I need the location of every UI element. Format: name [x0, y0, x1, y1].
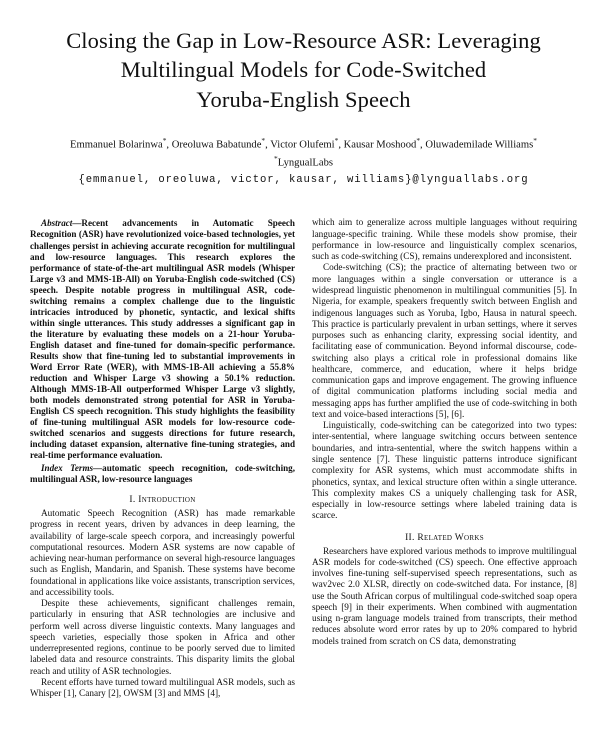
section-heading-introduction [30, 495, 295, 505]
author-marker-3: * [334, 135, 339, 145]
author-name-1: Emmanuel Bolarinwa [70, 139, 163, 151]
intro-paragraph-4: Code-switching (CS); the practice of alternating between two or more languages within a single conversation or utterance is a widespread linguistic phenomenon in multilingual communities [5]. In Nigeria, for example, speakers frequently switch between English and indigenous languages such as Yoruba, Igbo, Hausa in natural speech. This practice is particularly prevalent in urban settings, where it serves purposes such as enhancing clarity, expressing social identity, and facilitating ease of communication. Beyond informal discourse, code-switching also plays a critical role in professional domains like healthcare, commerce, and education, where it helps bridge communication gaps and improve engagement. The growing influence of digital communication platforms including social media and messaging apps has further amplified the use of code-switching in both text and voice-based interactions [5], [6]. [312, 263, 577, 420]
index-terms-body: automatic speech recognition, code-switching, multilingual ASR, low-resource languages [30, 462, 295, 484]
author-marker-1: * [162, 135, 167, 145]
intro-paragraph-3-part: Recent efforts have turned toward multilingual ASR models, such as Whisper [1], Canary [2], OWSM [3] and MMS [4], [30, 678, 295, 700]
abstract-body: Recent advancements in Automatic Speech Recognition (ASR) have revolutionized voice-based technologies, yet challenges persist in achieving accurate recognition for multilingual and low-resource languages. This research explores the performance of state-of-the-art multilingual ASR models (Whisper Large v3 and MMS-1B-All) on Yoruba-English code-switched (CS) speech. Despite notable progress in multilingual ASR, code-switching remains a complex challenge due to the linguistic intricacies introduced by phonetic, syntactic, and lexical shifts within single utterances. This study addresses a significant gap in the literature by evaluating these models on a 21-hour Yoruba-English dataset and fine-tuned for domain-specific performance. Results show that fine-tuning led to substantial improvements in Word Error Rate (WER), with MMS-1B-All achieving a 55.8% reduction and Whisper Large v3 showing a 50.1% reduction. Although MMS-1B-All outperformed Whisper Large v3 slightly, both models demonstrated strong potential for ASR in Yoruba-English CS speech recognition. This study highlights the feasibility of fine-tuning multilingual ASR models for low-resource code-switched scenarios and suggests directions for future research, including dataset expansion, alternative fine-tuning strategies, and real-time performance evaluation. [30, 218, 295, 461]
title-line-1: Closing the Gap in Low-Resource ASR: Leveraging [66, 28, 541, 53]
author-name-5: Oluwademilade Williams [425, 139, 534, 151]
section-heading-related-works [312, 533, 577, 543]
section-number-1: I. [129, 495, 136, 506]
page-title [30, 0, 577, 114]
intro-paragraph-1: Automatic Speech Recognition (ASR) has made remarkable progress in recent years, driven by advances in deep learning, the availability of large-scale speech corpora, and increasingly powerful computational resources. Modern ASR systems are now capable of achieving near-human performance on several high-resource languages such as English, Mandarin, and Spanish. These systems have become foundational in applications like voice assistants, transcription services, and accessibility tools. [30, 509, 295, 598]
two-column-body [30, 218, 577, 700]
column-right [312, 218, 577, 700]
abstract-paragraph [30, 218, 295, 461]
affiliation-marker: * [273, 153, 278, 163]
index-terms-lead: Index Terms— [41, 462, 103, 473]
author-name-3: Victor Olufemi [270, 139, 335, 151]
title-line-3: Yoruba-English Speech [196, 86, 411, 112]
author-marker-5: * [533, 135, 537, 145]
author-name-4: Kausar Moshood [343, 139, 417, 151]
index-terms [30, 463, 295, 485]
affiliation-name: LyngualLabs [277, 157, 333, 169]
affiliation [30, 154, 577, 171]
author-emails: {emmanuel, oreoluwa, victor, kausar, williams}@lynguallabs.org [78, 174, 529, 187]
intro-paragraph-3-cont: which aim to generalize across multiple languages without requiring language-specific training. While these models show promise, their performance in low-resource and linguistically complex scenarios, such as code-switching (CS), remains underexplored and inconsistent. [312, 218, 577, 263]
section-title-2: Related Works [417, 532, 484, 543]
column-left [30, 218, 295, 700]
section-title-1: Introduction [138, 495, 196, 506]
intro-paragraph-5: Linguistically, code-switching can be categorized into two types: inter-sentential, where language switching occurs between sentence boundaries, and intra-sentential, where the switch happens within a single sentence [7]. These linguistic patterns introduce significant complexity for ASR systems, which must accommodate shifts in phonetics, syntax, and lexical structure often within a single utterance. This complexity makes CS a uniquely challenging task for ASR, especially in low-resource settings where labeled training data is scarce. [312, 421, 577, 522]
author-marker-2: * [261, 135, 266, 145]
author-list: Emmanuel Bolarinwa*, Oreoluwa Babatunde*, Victor Olufemi*, Kausar Moshood*, Oluwademilade Williams* [70, 135, 537, 151]
section-number-2: II. [405, 532, 415, 543]
intro-paragraph-2: Despite these achievements, significant challenges remain, particularly in ensuring that ASR technologies are inclusive and perform well across diverse linguistic contexts. Many languages and speech varieties, especially those spoken in Africa and other underrepresented regions, continue to be poorly served due to limited labeled data and resource constraints. This disparity limits the global reach and utility of ASR technologies. [30, 599, 295, 677]
author-marker-4: * [416, 135, 421, 145]
title-line-2: Multilingual Models for Code-Switched [120, 57, 487, 83]
author-name-2: Oreoluwa Babatunde [171, 139, 262, 151]
related-works-paragraph-1: Researchers have explored various methods to improve multilingual ASR models for code-switched (CS) speech. One effective approach involves fine-tuning self-supervised speech representations, such as wav2vec 2.0 XLSR, directly on code-switched data. For instance, [8] use the South African corpus of multilingual code-switched soap opera speech [9] in their experiments. When combined with augmentation using n-gram language models trained from transcripts, their method reduces absolute word error rates by up to 20% compared to hybrid models trained from scratch on CS data, demonstrating [312, 546, 577, 647]
abstract-lead: Abstract— [41, 218, 82, 229]
